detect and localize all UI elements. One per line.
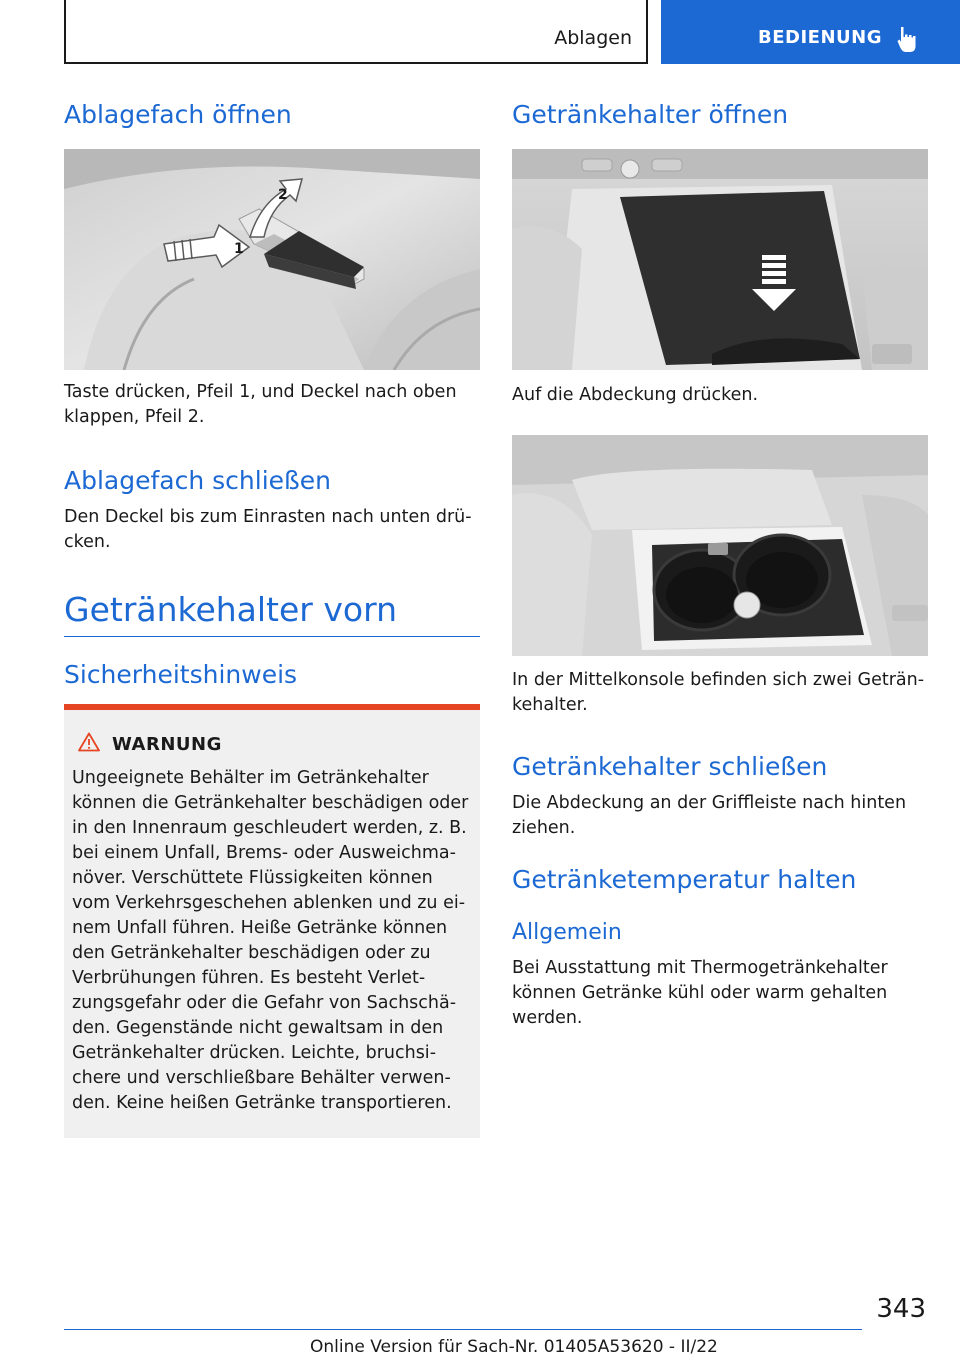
heading-getraenketemperatur-halten: Getränketemperatur halten — [512, 865, 857, 894]
heading-ablagefach-oeffnen: Ablagefach öffnen — [64, 100, 292, 129]
text-allgemein: Bei Ausstattung mit Thermogetränkehalter können Getränke kühl oder warm gehalten werden. — [512, 958, 888, 1028]
hand-pointer-icon — [897, 26, 919, 54]
header-section-box — [64, 0, 648, 64]
figure-cupholder-cover — [512, 149, 928, 370]
caption-ablagefach-oeffnen: Taste drücken, Pfeil 1, und Deckel nach oben klappen, Pfeil 2. — [64, 382, 457, 427]
warning-triangle-icon — [78, 732, 100, 752]
heading-ablagefach-schliessen: Ablagefach schließen — [64, 466, 332, 495]
heading-getraenkehalter-oeffnen: Getränkehalter öffnen — [512, 100, 789, 129]
figure-arrow-2-label: 2 — [278, 187, 288, 203]
heading-getraenkehalter-schliessen: Getränkehalter schließen — [512, 752, 828, 781]
footer-rule — [64, 1329, 862, 1330]
heading-sicherheitshinweis: Sicherheitshinweis — [64, 660, 298, 689]
header-chapter-tab — [661, 0, 960, 64]
warning-text: Ungeeignete Behälter im Getränkehalter können die Getränkehalter beschädigen oder in den Innenraum geschleudert werden, z. B. bei einem Unfall, Brems- oder Ausweichmanöver. Verschüttete Flüssigkeiten können vom Verkehrsgeschehen ablenken und zu einem Unfall führen. Heiße Getränke können den Getränkehalter beschädigen oder zu Verbrühungen führen. Es besteht Verletzungsgefahr oder die Gefahr von Sachschäden. Gegenstände nicht gewaltsam in den Getränkehalter drücken. Leichte, bruchsichere und verschließbare Behälter verwenden. Keine heißen Getränke transportieren. — [72, 768, 469, 1113]
text-getraenkehalter-schliessen: Die Abdeckung an der Griffleiste nach hinten ziehen. — [512, 793, 907, 838]
caption-zwei-getraenkehalter: In der Mittelkonsole befinden sich zwei Getränkehalter. — [512, 670, 925, 715]
figure-two-cupholders — [512, 435, 928, 656]
heading-underline — [64, 636, 480, 637]
page-number: 343 — [876, 1294, 926, 1324]
heading-allgemein: Allgemein — [512, 920, 622, 945]
warning-title: WARNUNG — [112, 734, 222, 755]
header-section-label: Ablagen — [554, 27, 632, 49]
warning-bar — [64, 704, 480, 710]
text-ablagefach-schliessen: Den Deckel bis zum Einrasten nach unten drücken. — [64, 507, 472, 552]
caption-abdeckung-druecken: Auf die Abdeckung drücken. — [512, 385, 759, 405]
figure-storage-compartment — [64, 149, 480, 370]
warning-box — [64, 704, 480, 1138]
header-chapter-label: BEDIENUNG — [758, 27, 882, 48]
heading-getraenkehalter-vorn: Getränkehalter vorn — [64, 590, 397, 629]
footer-text: Online Version für Sach-Nr. 01405A53620 - II/22 — [310, 1337, 718, 1357]
figure-arrow-1-label: 1 — [234, 241, 244, 257]
